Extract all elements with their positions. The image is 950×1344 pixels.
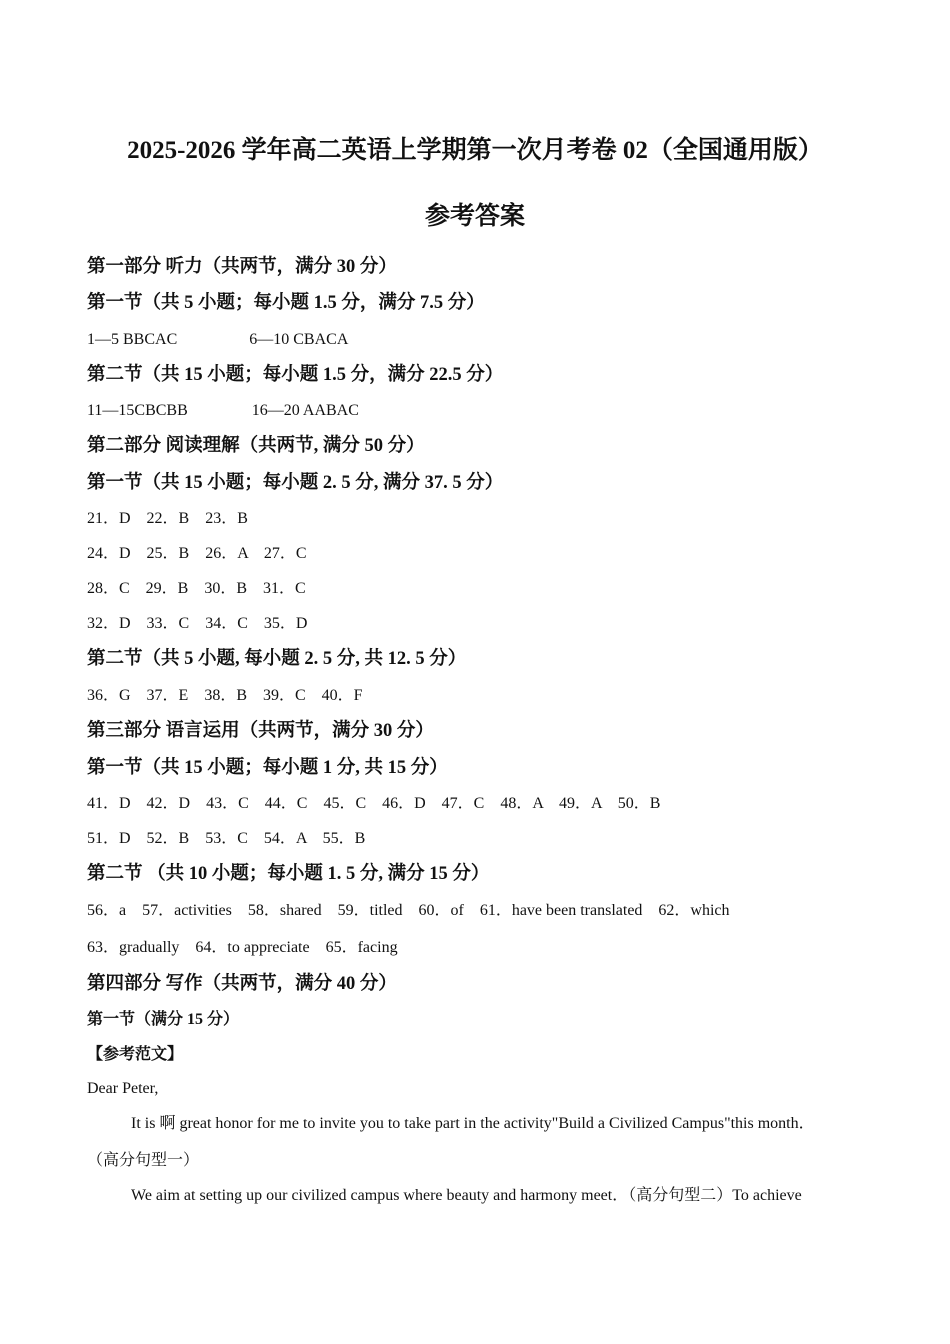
part3-section2-row-1: 56．a 57．activities 58．shared 59．titled 60．of 61．have been translated 62．which	[87, 902, 730, 919]
document-subtitle: 参考答案	[424, 203, 525, 230]
letter-paragraph-1-note: （高分句型一）	[87, 1152, 200, 1169]
letter-paragraph-1: It is 啊 great honor for me to invite you to take part in the activity"Build a Civilized Campus"this month．	[131, 1115, 815, 1132]
part2-answers-row-3: 28．C 29．B 30．B 31．C	[87, 580, 306, 597]
part2-answers-row-4: 32．D 33．C 34．C 35．D	[87, 615, 308, 632]
part1-heading: 第一部分 听力（共两节，满分 30 分）	[87, 257, 397, 277]
document-title: 2025-2026 学年高二英语上学期第一次月考卷 02（全国通用版）	[127, 137, 823, 164]
letter-paragraph-2: We aim at setting up our civilized campus where beauty and harmony meet．（高分句型二）To achieve	[131, 1187, 802, 1204]
part3-section2-row-2: 63．gradually 64．to appreciate 65．facing	[87, 939, 398, 956]
part3-section1-heading: 第一节（共 15 小题；每小题 1 分, 共 15 分）	[87, 758, 448, 778]
answers-11-15: 11—15CBCBB	[87, 402, 188, 419]
part2-section2-heading: 第二节（共 5 小题, 每小题 2. 5 分, 共 12. 5 分）	[87, 649, 467, 669]
part3-section2-heading: 第二节 （共 10 小题；每小题 1. 5 分, 满分 15 分）	[87, 864, 490, 884]
part4-section1-heading: 第一节（满分 15 分）	[87, 1011, 240, 1028]
part2-heading: 第二部分 阅读理解（共两节, 满分 50 分）	[87, 436, 425, 456]
answers-6-10: 6—10 CBACA	[249, 331, 349, 348]
part2-section2-answers: 36．G 37．E 38．B 39．C 40．F	[87, 687, 363, 704]
part1-section1-heading: 第一节（共 5 小题；每小题 1.5 分，满分 7.5 分）	[87, 293, 485, 313]
part2-answers-row-2: 24．D 25．B 26．A 27．C	[87, 545, 307, 562]
part3-answers-row-2: 51．D 52．B 53．C 54．A 55．B	[87, 830, 366, 847]
part1-section1-answers	[87, 329, 348, 351]
part3-answers-row-1: 41．D 42．D 43．C 44．C 45．C 46．D 47．C 48．A 49．A 50．B	[87, 795, 661, 812]
part1-section2-heading: 第二节（共 15 小题；每小题 1.5 分，满分 22.5 分）	[87, 365, 504, 385]
letter-salutation: Dear Peter,	[87, 1080, 159, 1097]
sample-essay-label: 【参考范文】	[87, 1046, 184, 1063]
part2-answers-row-1: 21．D 22．B 23．B	[87, 510, 248, 527]
answers-16-20: 16—20 AABAC	[251, 402, 359, 419]
part2-section1-heading: 第一节（共 15 小题；每小题 2. 5 分, 满分 37. 5 分）	[87, 473, 504, 493]
part4-heading: 第四部分 写作（共两节，满分 40 分）	[87, 974, 397, 994]
part3-heading: 第三部分 语言运用（共两节，满分 30 分）	[87, 721, 434, 741]
answers-1-5: 1—5 BBCAC	[87, 331, 178, 348]
part1-section2-answers	[87, 400, 359, 422]
